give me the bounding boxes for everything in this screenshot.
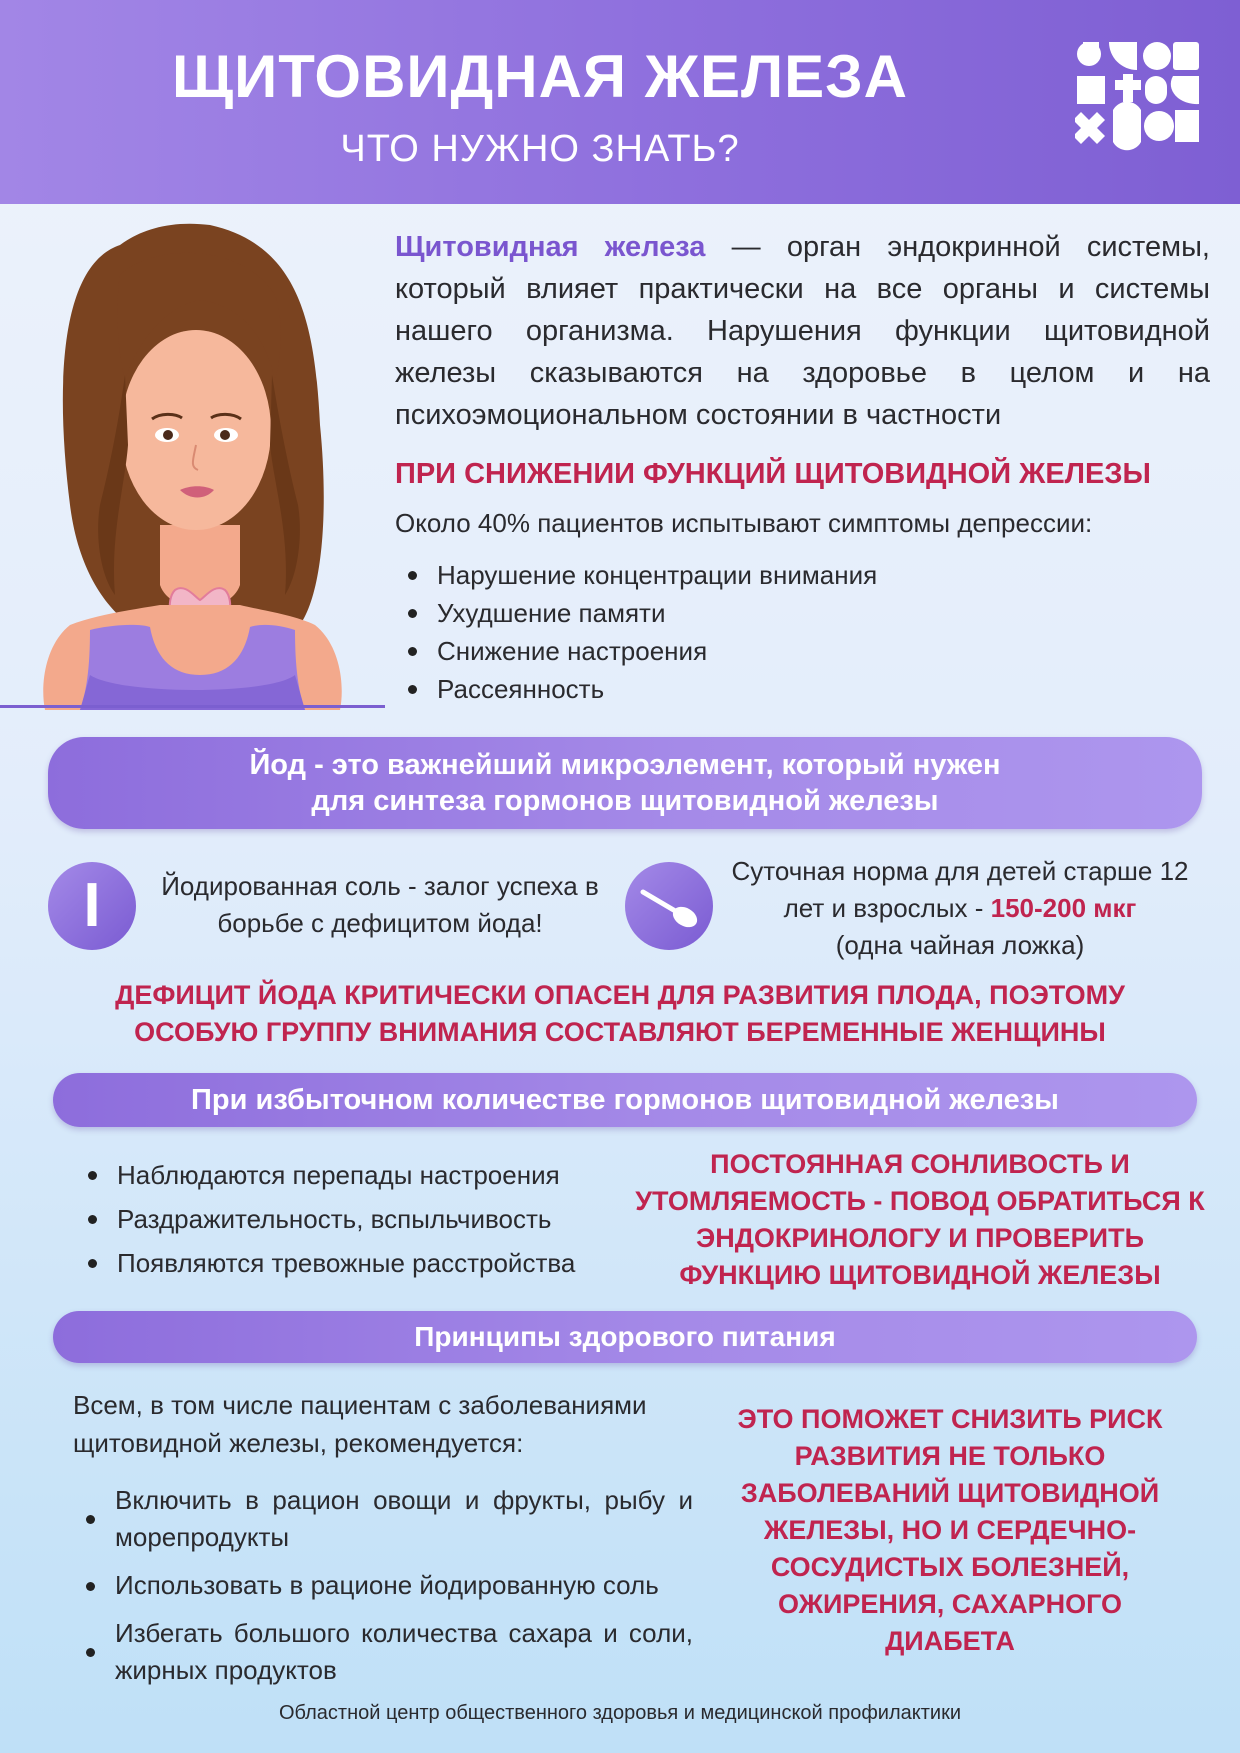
header-bar bbox=[0, 0, 1240, 204]
page-title: ЩИТОВИДНАЯ ЖЕЛЕЗА bbox=[171, 43, 909, 110]
figure-divider bbox=[0, 705, 385, 708]
list-item: Ухудшение памяти bbox=[395, 594, 895, 632]
risk-reduction-note: ЭТО ПОМОЖЕТ СНИЗИТЬ РИСК РАЗВИТИЯ НЕ ТОЛЬКО ЗАБОЛЕВАНИЙ ЩИТОВИДНОЙ ЖЕЛЕЗЫ, НО И СЕРДЕЧНО-СОСУДИСТЫХ БОЛЕЗНЕЙ, ОЖИРЕНИЯ, САХАРНОГО ДИАБЕТА bbox=[737, 1404, 1163, 1656]
daily-norm-text bbox=[720, 853, 1200, 964]
hyperfunction-list bbox=[75, 1153, 635, 1285]
nutrition-banner: Принципы здорового питания bbox=[53, 1311, 1197, 1363]
daily-norm-label: Суточная норма для детей старше 12 лет и взрослых - bbox=[731, 856, 1189, 923]
list-item: Раздражительность, вспыльчивость bbox=[75, 1197, 635, 1241]
list-item: Рассеянность bbox=[395, 670, 895, 708]
pregnancy-warning: ДЕФИЦИТ ЙОДА КРИТИЧЕСКИ ОПАСЕН ДЛЯ РАЗВИТИЯ ПЛОДА, ПОЭТОМУ ОСОБУЮ ГРУППУ ВНИМАНИЯ СОСТАВЛЯЮТ БЕРЕМЕННЫЕ ЖЕНЩИНЫ bbox=[115, 980, 1125, 1047]
intro-paragraph bbox=[395, 226, 1210, 436]
iodine-banner-line1: Йод - это важнейший микроэлемент, который нужен bbox=[249, 749, 1001, 781]
nutrition-list bbox=[73, 1482, 693, 1700]
intro-highlight: Щитовидная железа bbox=[395, 231, 706, 263]
list-item: Появляются тревожные расстройства bbox=[75, 1241, 635, 1285]
daily-norm-value: 150-200 мкг bbox=[990, 893, 1137, 923]
hypofunction-title: ПРИ СНИЖЕНИИ ФУНКЦИЙ ЩИТОВИДНОЙ ЖЕЛЕЗЫ bbox=[395, 458, 1151, 490]
endocrinologist-warning: ПОСТОЯННАЯ СОНЛИВОСТЬ И УТОМЛЯЕМОСТЬ - ПОВОД ОБРАТИТЬСЯ К ЭНДОКРИНОЛОГУ И ПРОВЕРИТЬ ФУНКЦИЮ ЩИТОВИДНОЙ ЖЕЛЕЗЫ bbox=[635, 1149, 1205, 1290]
list-item: Использовать в рационе йодированную соль bbox=[73, 1567, 693, 1604]
iodine-banner-line2: для синтеза гормонов щитовидной железы bbox=[311, 785, 939, 817]
hypofunction-list bbox=[395, 556, 895, 708]
hypofunction-lead: Около 40% пациентов испытывают симптомы депрессии: bbox=[395, 508, 1093, 538]
list-item: Снижение настроения bbox=[395, 632, 895, 670]
nutrition-lead: Всем, в том числе пациентам с заболеваниями щитовидной железы, рекомендуется: bbox=[73, 1390, 647, 1458]
daily-norm-note: (одна чайная ложка) bbox=[835, 930, 1085, 960]
footer-organization: Областной центр общественного здоровья и медицинской профилактики bbox=[279, 1702, 961, 1724]
list-item: Избегать большого количества сахара и соли, жирных продуктов bbox=[73, 1615, 693, 1689]
page-subtitle: ЧТО НУЖНО ЗНАТЬ? bbox=[340, 128, 740, 170]
list-item: Нарушение концентрации внимания bbox=[395, 556, 895, 594]
list-item: Наблюдаются перепады настроения bbox=[75, 1153, 635, 1197]
list-item: Включить в рацион овощи и фрукты, рыбу и морепродукты bbox=[73, 1482, 693, 1556]
logo-icon bbox=[1075, 40, 1200, 165]
intro-text: — орган эндокринной системы, который влияет практически на все органы и системы нашего организма. Нарушения функции щитовидной железы сказываются на здоровье в целом и на психоэмоциональном состоянии в частности bbox=[395, 231, 1210, 431]
spoon-glyph bbox=[625, 862, 713, 950]
spoon-icon bbox=[625, 862, 713, 950]
iodine-banner bbox=[48, 737, 1202, 829]
hyperfunction-banner: При избыточном количестве гормонов щитовидной железы bbox=[53, 1073, 1197, 1127]
iodine-letter: I bbox=[83, 871, 101, 940]
woman-thyroid-illustration bbox=[0, 205, 385, 710]
iodized-salt-text: Йодированная соль - залог успеха в борьбе с дефицитом йода! bbox=[161, 871, 599, 938]
iodine-icon bbox=[48, 862, 136, 950]
